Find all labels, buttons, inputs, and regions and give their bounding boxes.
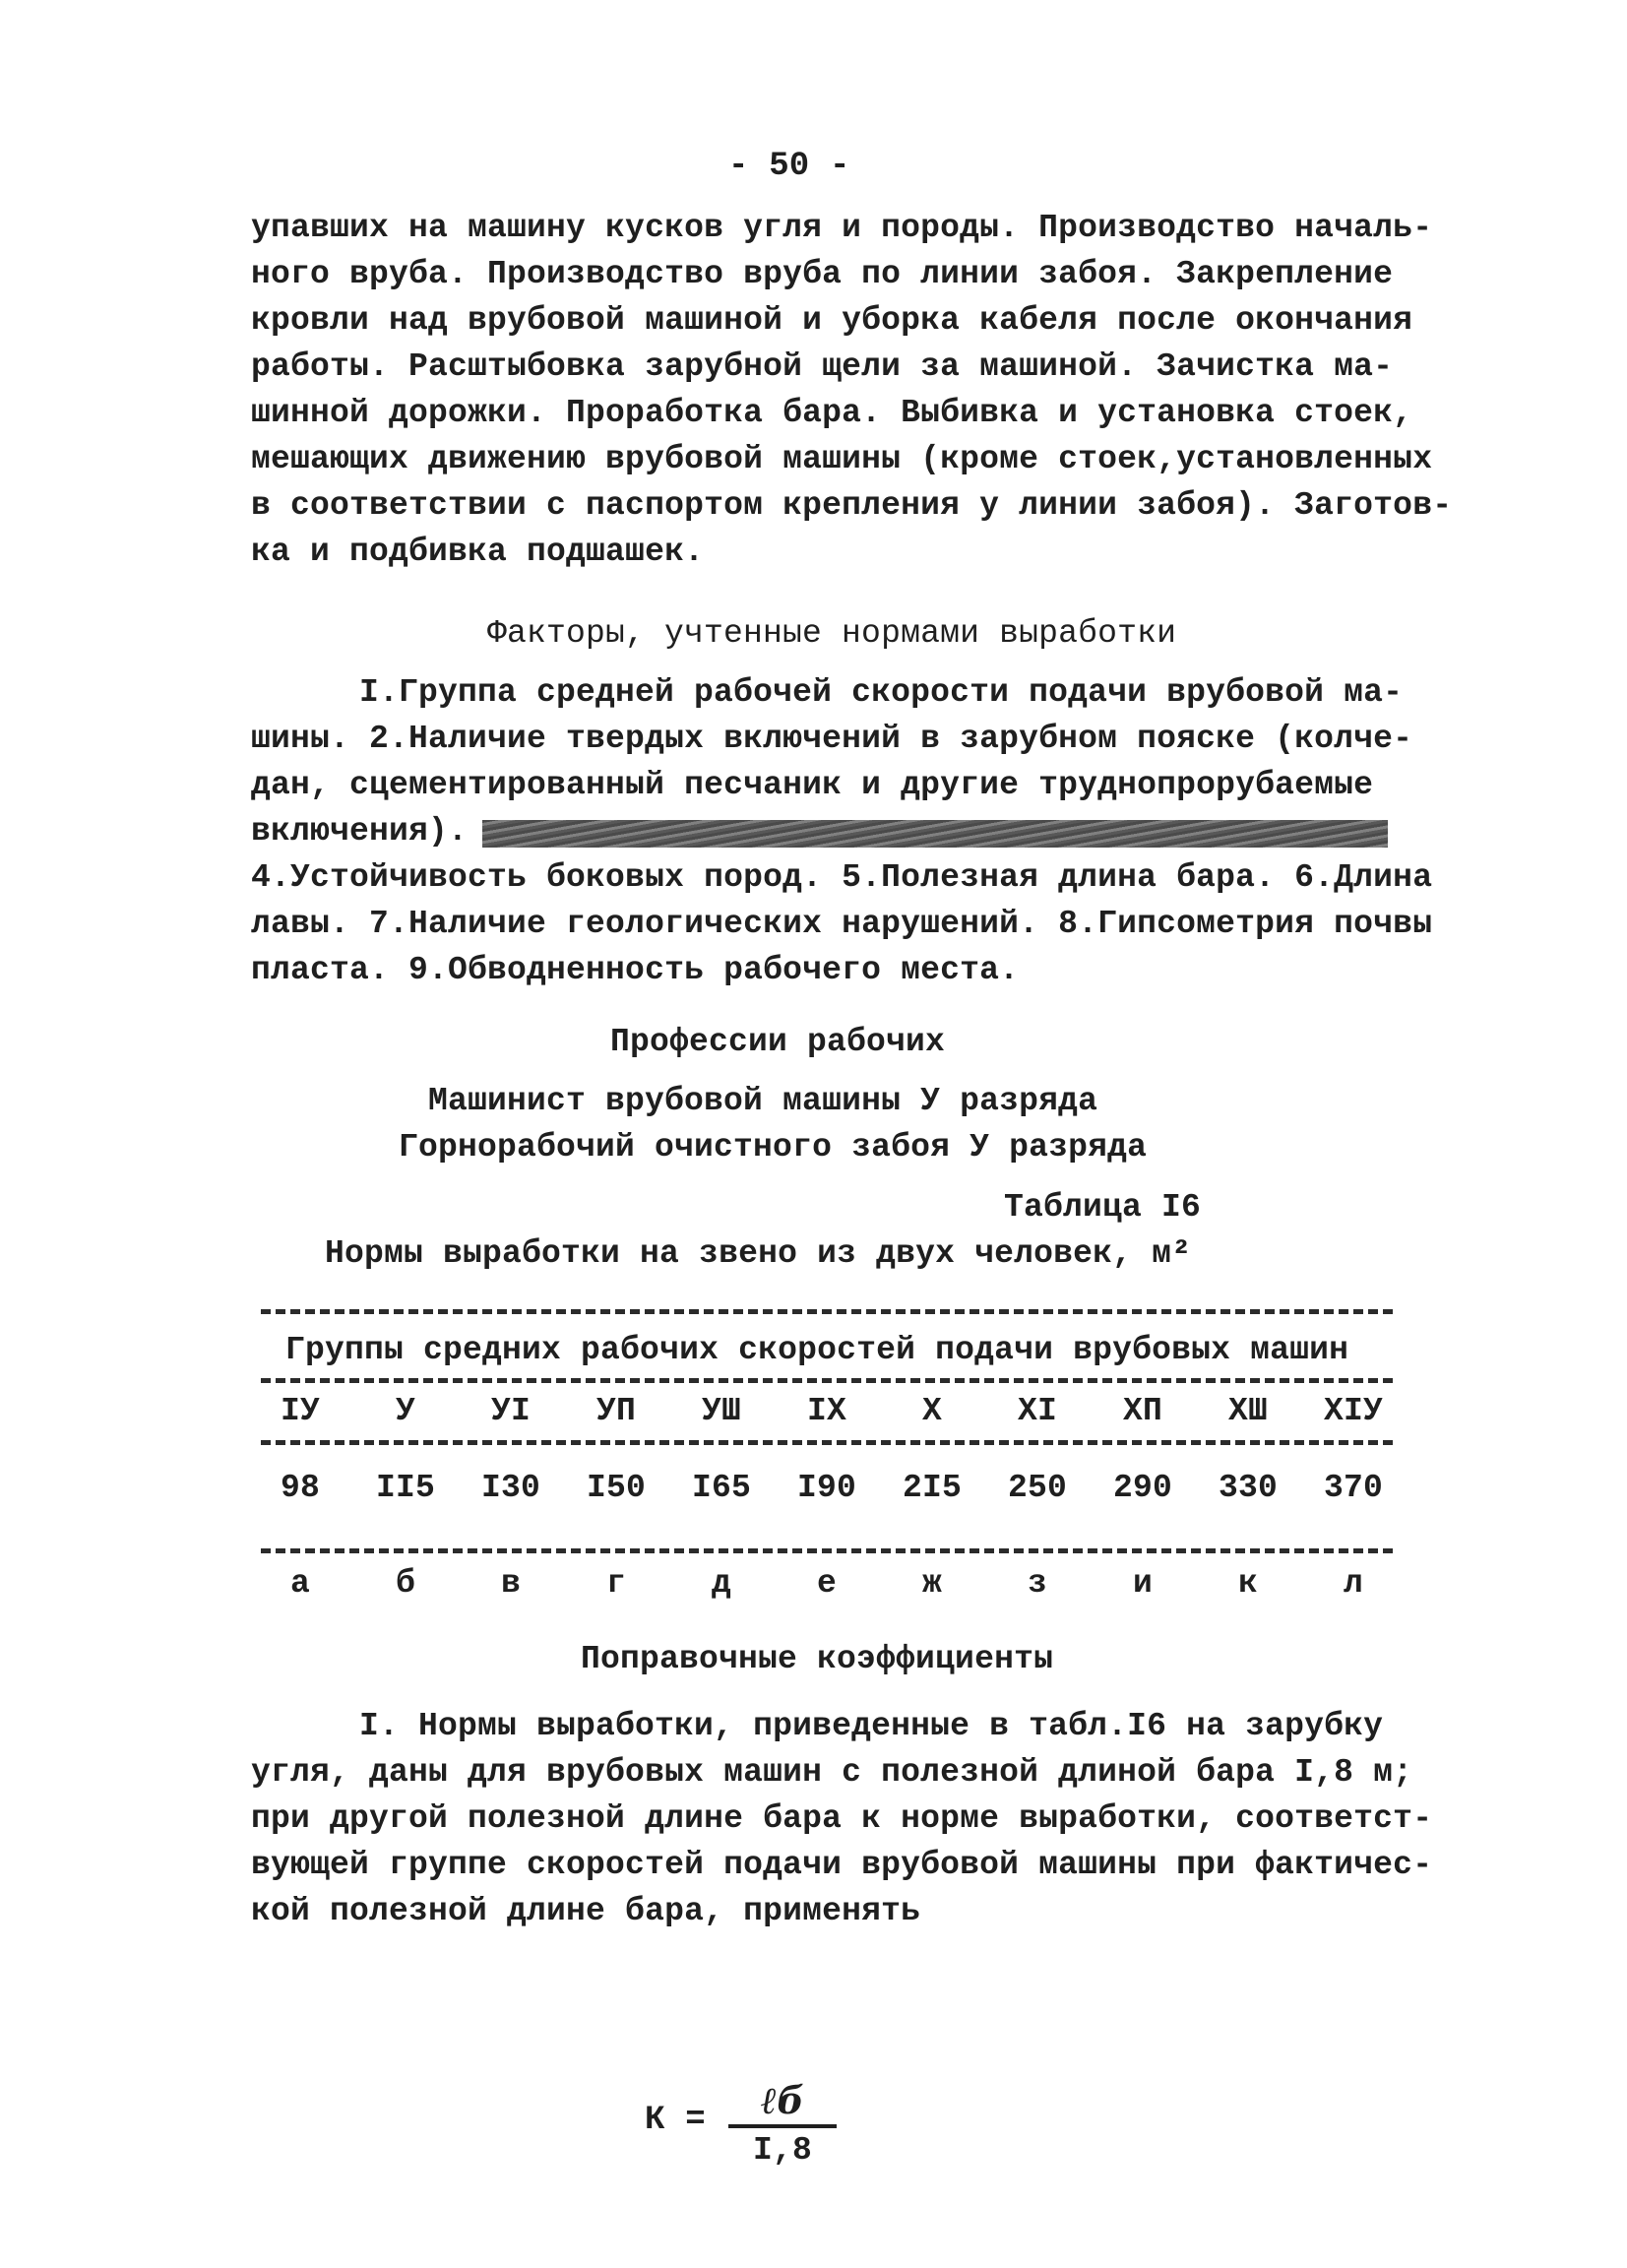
paragraph-line: в соответствии с паспортом крепления у линии забоя). Заготов- bbox=[251, 487, 1453, 524]
coefficients-line: вующей группе скоростей подачи врубовой машины при фактичес- bbox=[251, 1847, 1433, 1883]
factors-line: шины. 2.Наличие твердых включений в зарубном пояске (колче- bbox=[251, 721, 1413, 757]
coefficients-heading: Поправочные коэффициенты bbox=[581, 1641, 1054, 1677]
letter-cell: д bbox=[711, 1565, 731, 1602]
table-rule bbox=[261, 1440, 1393, 1445]
professions-heading: Профессии рабочих bbox=[610, 1024, 946, 1060]
table-header: Группы средних рабочих скоростей подачи врубовых машин bbox=[285, 1332, 1349, 1368]
letter-cell: з bbox=[1027, 1565, 1047, 1602]
factors-heading: Факторы, учтенные нормами выработки bbox=[487, 615, 1177, 652]
value-cell: I65 bbox=[691, 1470, 751, 1506]
factors-line: дан, сцементированный песчаник и другие труднопрорубаемые bbox=[251, 767, 1374, 803]
group-cell: IУ bbox=[280, 1393, 320, 1429]
paragraph-line: шинной дорожки. Проработка бара. Выбивка и установка стоек, bbox=[251, 395, 1413, 431]
profession-item: Машинист врубовой машины У разряда bbox=[428, 1083, 1098, 1119]
coefficients-line: I. Нормы выработки, приведенные в табл.I6 на зарубку bbox=[359, 1708, 1384, 1744]
value-cell: 330 bbox=[1218, 1470, 1278, 1506]
coefficients-line: угля, даны для врубовых машин с полезной длиной бара I,8 м; bbox=[251, 1754, 1413, 1791]
table-groups-row bbox=[261, 1393, 1393, 1429]
letter-cell: к bbox=[1237, 1565, 1258, 1602]
value-cell: II5 bbox=[375, 1470, 435, 1506]
factors-line: пласта. 9.Обводненность рабочего места. bbox=[251, 952, 1020, 988]
coefficients-line: при другой полезной длине бара к норме выработки, соответст- bbox=[251, 1800, 1433, 1837]
factors-line: включения). bbox=[251, 813, 469, 850]
coefficients-line: кой полезной длине бара, применять bbox=[251, 1893, 921, 1929]
value-cell: 290 bbox=[1112, 1470, 1172, 1506]
fraction-bar bbox=[728, 2124, 837, 2128]
group-cell: XIУ bbox=[1323, 1393, 1383, 1429]
group-cell: IX bbox=[806, 1393, 846, 1429]
formula-numerator: ℓб bbox=[760, 2078, 805, 2122]
group-cell: УШ bbox=[701, 1393, 741, 1429]
table-rule bbox=[261, 1378, 1393, 1383]
formula-fraction bbox=[728, 2079, 837, 2169]
group-cell: XП bbox=[1122, 1393, 1162, 1429]
group-cell: УП bbox=[595, 1393, 636, 1429]
letter-cell: ж bbox=[921, 1565, 942, 1602]
paragraph-line: упавших на машину кусков угля и породы. Производство началь- bbox=[251, 210, 1433, 246]
letter-cell: б bbox=[395, 1565, 415, 1602]
value-cell: 2I5 bbox=[902, 1470, 962, 1506]
paragraph-line: ного вруба. Производство вруба по линии забоя. Закрепление bbox=[251, 256, 1394, 292]
table-values-row bbox=[261, 1470, 1393, 1506]
struck-out-text bbox=[482, 820, 1388, 848]
letter-cell: е bbox=[816, 1565, 837, 1602]
paragraph-line: мешающих движению врубовой машины (кроме стоек,установленных bbox=[251, 441, 1433, 477]
table-title: Нормы выработки на звено из двух человек, м² bbox=[325, 1235, 1192, 1272]
paragraph-line: работы. Расштыбовка зарубной щели за машиной. Зачистка ма- bbox=[251, 348, 1394, 385]
table-label: Таблица I6 bbox=[1004, 1189, 1202, 1226]
value-cell: I90 bbox=[796, 1470, 856, 1506]
value-cell: 250 bbox=[1007, 1470, 1067, 1506]
letter-cell: в bbox=[500, 1565, 521, 1602]
value-cell: I30 bbox=[480, 1470, 540, 1506]
letter-cell: л bbox=[1343, 1565, 1363, 1602]
group-cell: УI bbox=[490, 1393, 531, 1429]
table-rule bbox=[261, 1548, 1393, 1553]
table-rule bbox=[261, 1309, 1393, 1314]
page-number: - 50 - bbox=[728, 148, 850, 185]
group-cell: XШ bbox=[1227, 1393, 1268, 1429]
profession-item: Горнорабочий очистного забоя У разряда bbox=[399, 1129, 1148, 1166]
letter-cell: г bbox=[605, 1565, 626, 1602]
group-cell: У bbox=[395, 1393, 415, 1429]
value-cell: 98 bbox=[280, 1470, 320, 1506]
value-cell: I50 bbox=[586, 1470, 646, 1506]
formula-lhs: К = bbox=[645, 2102, 706, 2139]
value-cell: 370 bbox=[1323, 1470, 1383, 1506]
letter-cell: а bbox=[289, 1565, 310, 1602]
factors-line: I.Группа средней рабочей скорости подачи врубовой ма- bbox=[359, 674, 1404, 711]
factors-line: лавы. 7.Наличие геологических нарушений. 8.Гипсометрия почвы bbox=[251, 906, 1433, 942]
formula-denominator: I,8 bbox=[752, 2132, 812, 2169]
factors-line: 4.Устойчивость боковых пород. 5.Полезная длина бара. 6.Длина bbox=[251, 859, 1433, 896]
letter-cell: и bbox=[1132, 1565, 1153, 1602]
paragraph-line: ка и подбивка подшашек. bbox=[251, 534, 705, 570]
group-cell: X bbox=[921, 1393, 942, 1429]
paragraph-line: кровли над врубовой машиной и уборка кабеля после окончания bbox=[251, 302, 1413, 339]
group-cell: XI bbox=[1017, 1393, 1057, 1429]
table-letters-row bbox=[261, 1565, 1393, 1602]
